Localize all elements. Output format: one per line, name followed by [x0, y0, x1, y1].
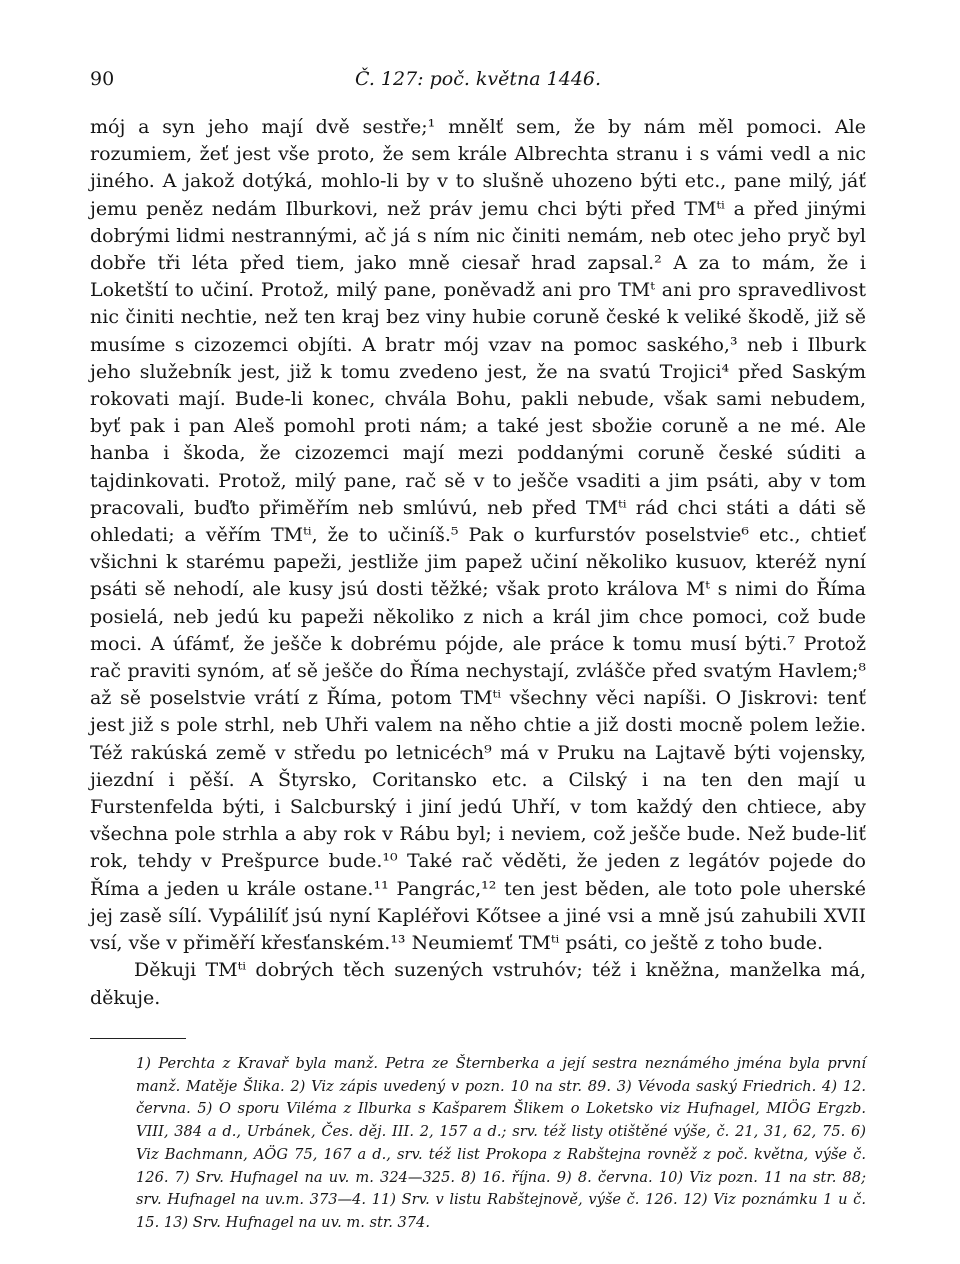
page-number: 90	[90, 68, 115, 90]
page	[90, 68, 866, 1235]
footnote-text: 1) Perchta z Kravař byla manž. Petra ze Šternberka a její sestra neznámého jména byla první manž. Matěje Šlika. 2) Viz zápis uvedený v pozn. 10 na str. 89. 3) Vévoda saský Friedrich. 4) 12. června. 5) O sporu Viléma z Ilburka s Kašparem Šlikem o Loketsko viz Hufnagel, MIÖG Ergzb. VIII, 384 a d., Urbánek, Čes. děj. III. 2, 157 a d.; srv. též listy otištěné výše, č. 21, 31, 62, 75. 6) Viz Bachmann, AÖG 75, 167 a d., srv. též list Prokopa z Rabštejna rovněž z poč. května, výše č. 126. 7) Srv. Hufnagel na uv. m. 324—325. 8) 16. října. 9) 8. června. 10) Viz pozn. 11 na str. 88; srv. Hufnagel na uv.m. 373—4. 11) Srv. v listu Rabštejnově, výše č. 126. 12) Viz poznámku 1 u č. 15. 13) Srv. Hufnagel na uv. m. str. 374.	[136, 1054, 866, 1232]
footnote-divider	[90, 1038, 186, 1039]
body-paragraph: Děkuji TMᵗⁱ dobrých těch suzených vstruhóv; též i kněžna, manželka má, děkuje.	[90, 959, 866, 1009]
letter-body	[90, 114, 866, 1012]
body-paragraph: mój a syn jeho mají dvě sestře;¹ mnělť sem, že by nám měl pomoci. Ale rozumiem, žeť jest vše proto, že sem krále Albrechta stranu i s vámi vedl a nic jiného. A jakož dotýká, mohlo-li by v to slušně uhozeno býti etc., pane milý, jáť jemu peněz nedám Ilburkovi, než práv jemu chci býti před TMᵗⁱ a před jinými dobrými lidmi nestrannými, ač já s ním nic činiti nemám, neb otec jeho pryč byl dobře tři léta před tiem, jako mně ciesař hrad zapsal.² A za to mám, že i Loketští to učiní. Protož, milý pane, poněvadž ani pro TMᵗ ani pro spravedlivost nic činiti nechtie, než ten kraj bez viny hubie coruně české k veliké škodě, již sě musíme s cizozemci objíti. A bratr mój vzav na pomoc saského,³ neb i Ilburk jeho služebník jest, již k tomu zvedeno jest, že na svatú Trojici⁴ před Saským rokovati mají. Bude-li konec, chvála Bohu, pakli nebude, však sami nebudem, byť pak i pan Aleš pomohl proti nám; a také jest sbožie coruně a ne mé. Ale hanba i škoda, že cizozemci mají mezi poddanými coruně české súditi a tajdinkovati. Protož, milý pane, rač sě v to ješče vsaditi a jim psáti, aby v tom pracovali, buďto přiměřím neb smlúvú, neb před TMᵗⁱ rád chci státi a dáti sě ohledati; a věřím TMᵗⁱ, že to učiníš.⁵ Pak o kurfurstóv poselstvie⁶ etc., chtieť všichni k starému papeži, jestliže jim papež učiní několiko kusuov, kteréž nyní psáti sě nehodí, ale kusy jsú dosti těžké; však proto králova Mᵗ s nimi do Říma posielá, neb jedú ku papeži několiko z nich a král jim chce pomoci, což bude moci. A úfámť, že ješče k dobrému pójde, ale práce k tomu musí býti.⁷ Protož rač praviti synóm, ať sě ješče do Říma nechystají, zvlášče před svatým Havlem;⁸ až sě poselstvie vrátí z Říma, potom TMᵗⁱ všechny věci napíši. O Jiskrovi: tenť jest již s pole strhl, neb Uhři valem na něho chtie a již dosti mocně polem ležie. Též rakúská země v středu po letnicéch⁹ má v Pruku na Lajtavě býti vojensky, jiezdní i pěší. A Štyrsko, Coritansko etc. a Cilský i na ten den mají u Furstenfelda býti, i Salcburský i jiní jedú Uhří, v tom každý den chtiece, aby všechna pole strhla a aby rok v Rábu byl; i neviem, což ješče bude. Než bude-liť rok, tehdy v Prešpurce bude.¹⁰ Také rač věděti, že jeden z legátóv pojede do Říma a jeden u krále ostane.¹¹ Pangrác,¹² ten jest běden, ale toto pole uherské jej zasě sílí. Vypálilíť jsú nyní Kapléřovi Kőtsee a jiné vsi a mně jsú zahubili XVII vsí, vše v přiměří křesťanském.¹³ Neumiemť TMᵗⁱ psáti, co ještě z toho bude.	[90, 116, 866, 955]
footnotes	[90, 1053, 866, 1235]
running-head: Č. 127: poč. května 1446.	[354, 68, 602, 90]
page-header	[90, 68, 866, 98]
